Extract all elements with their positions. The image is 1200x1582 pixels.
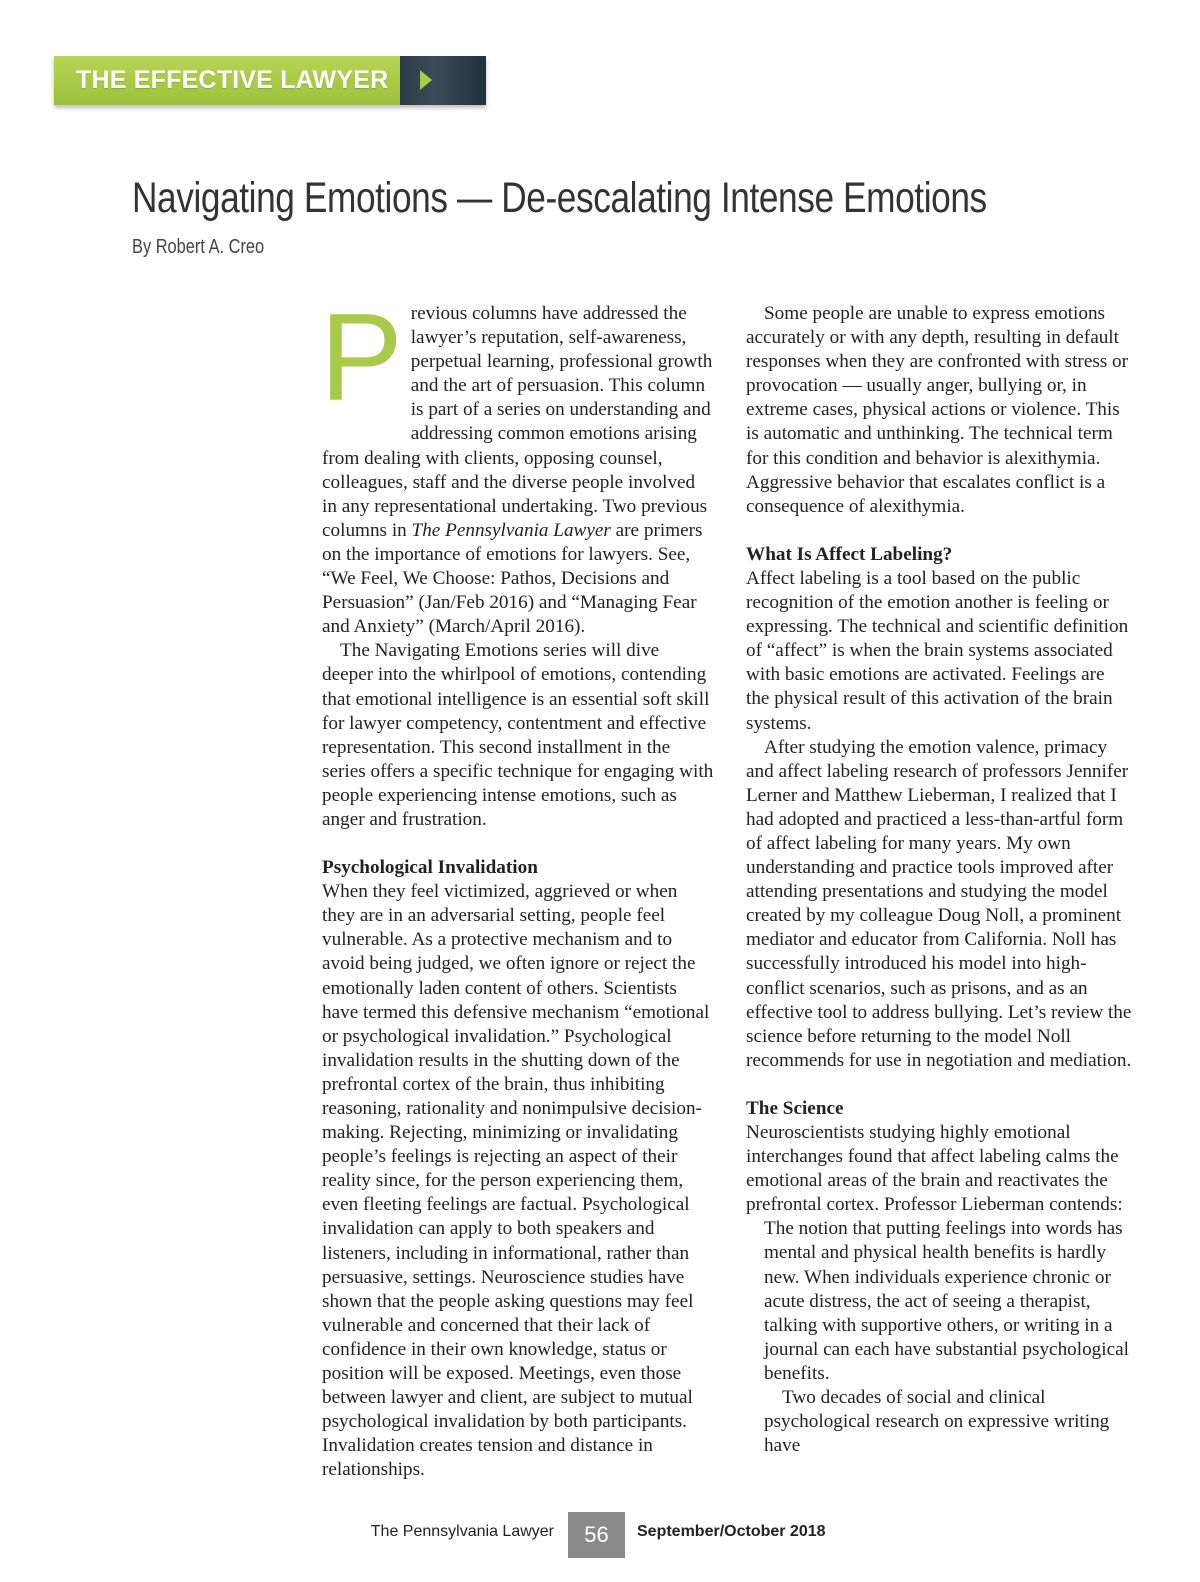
- article-column-right: [746, 302, 1132, 1458]
- section-heading-science: The Science: [746, 1097, 844, 1119]
- section-heading-invalidation: Psychological Invalidation: [322, 857, 538, 879]
- intro-text: revious columns have addressed the lawyer’s reputation, self-awareness, perpetual learning, professional growth and the art of persuasion. This column is part of a series on understanding and addressing common emotions arising from dealing with clients, opposing counsel, colleagues, staff and the diverse people involved in any representational undertaking. Two previous columns in: [322, 303, 713, 541]
- drop-cap: P: [320, 289, 403, 427]
- intro-text-tail: are primers on the importance of emotions for lawyers. See, “We Feel, We Choose: Pathos, Decisions and Persuasion” (Jan/Feb 2016) and “Managing Fear and Anxiety” (March/April 2016).: [322, 519, 703, 638]
- article-byline: By Robert A. Creo: [132, 236, 265, 258]
- section-banner: [54, 56, 486, 105]
- article-paragraph: Some people are unable to express emotions accurately or with any depth, resulting in default responses when they are confronted with stress or provocation — usually anger, bullying or, in extreme cases, physical actions or violence. This is automatic and unthinking. The technical term for this condition and behavior is alexithymia. Aggressive behavior that escalates conflict is a consequence of alexithymia.: [746, 303, 1129, 517]
- section-banner-arrow-box: [400, 56, 486, 105]
- article-column-left: [320, 289, 714, 1483]
- issue-date: September/October 2018: [637, 1523, 826, 1540]
- article-paragraph: Neuroscientists studying highly emotional interchanges found that affect labeling calms the emotional areas of the brain and reactivates the prefrontal cortex. Professor Lieberman contends:: [746, 1122, 1123, 1216]
- article-paragraph: The Navigating Emotions series will dive deeper into the whirlpool of emotions, contending that emotional intelligence is an essential soft skill for lawyer competency, contentment and effective representation. This second installment in the series offers a specific technique for engaging with people experiencing intense emotions, such as anger and frustration.: [322, 640, 714, 830]
- section-label: THE EFFECTIVE LAWYER: [76, 66, 389, 94]
- footer-publication: The Pennsylvania Lawyer: [370, 1523, 554, 1540]
- article-paragraph-intro: [320, 289, 714, 639]
- article-title: Navigating Emotions — De-escalating Intense Emotions: [132, 174, 987, 222]
- publication-reference: The Pennsylvania Lawyer: [411, 519, 611, 541]
- page-number: 56: [568, 1512, 625, 1558]
- page-footer: [0, 1512, 1200, 1558]
- play-arrow-icon: [420, 70, 432, 90]
- section-banner-label-box: [54, 56, 400, 105]
- article-paragraph: When they feel victimized, aggrieved or when they are in an adversarial setting, people feel vulnerable. As a protective mechanism and to avoid being judged, we often ignore or reject the emotionally laden content of others. Scientists have termed this defensive mechanism “emotional or psychological invalidation.” Psychological invalidation results in the shutting down of the prefrontal cortex of the brain, thus inhibiting reasoning, rationality and nonimpulsive decision-making. Rejecting, minimizing or invalidating people’s feelings is rejecting an aspect of their reality since, for the person experiencing them, even fleeting feelings are factual. Psychological invalidation can apply to both speakers and listeners, including in informational, rather than persuasive, settings. Neuroscience studies have shown that the people asking questions may feel vulnerable and concerned that their lack of confidence in their own knowledge, status or position will be exposed. Meetings, even those between lawyer and client, are subject to mutual psychological invalidation by both participants. Invalidation creates tension and distance in relationships.: [322, 881, 710, 1481]
- article-paragraph: After studying the emotion valence, primacy and affect labeling research of professors Jennifer Lerner and Matthew Lieberman, I realized that I had adopted and practiced a less-than-artful form of affect labeling for many years. My own understanding and practice tools improved after attending presentations and studying the model created by my colleague Doug Noll, a prominent mediator and educator from California. Noll has successfully introduced his model into high-conflict scenarios, such as prisons, and as an effective tool to address bullying. Let’s review the science before returning to the model Noll recommends for use in negotiation and mediation.: [746, 736, 1132, 1071]
- section-heading-affect-labeling: What Is Affect Labeling?: [746, 543, 953, 565]
- block-quote-continued: Two decades of social and clinical psychological research on expressive writing have: [764, 1387, 1110, 1457]
- article-paragraph: Affect labeling is a tool based on the public recognition of the emotion another is feeling or expressing. The technical and scientific definition of “affect” is when the brain systems associated with basic emotions are activated. Feelings are the physical result of this activation of the brain systems.: [746, 567, 1129, 734]
- block-quote: The notion that putting feelings into words has mental and physical health benefits is hardly new. When individuals experience chronic or acute distress, the act of seeing a therapist, talking with supportive others, or writing in a journal can each have substantial psychological benefits.: [764, 1218, 1129, 1384]
